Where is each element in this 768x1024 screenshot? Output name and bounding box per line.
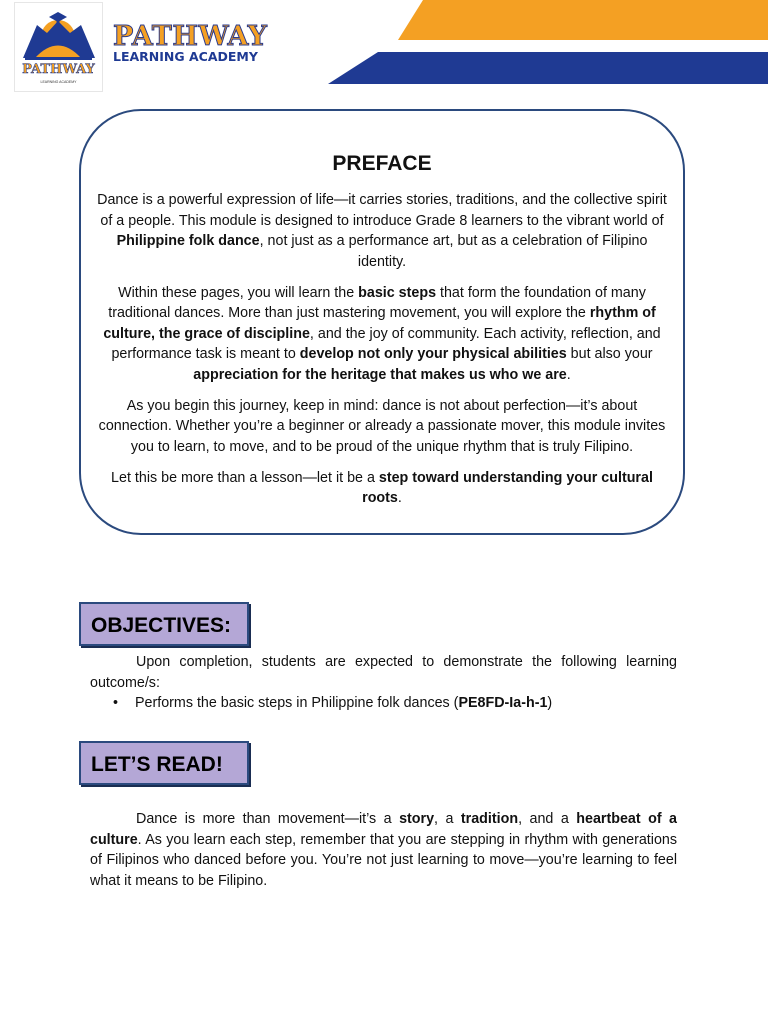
objective-item: [113, 693, 552, 714]
preface-title: PREFACE: [332, 152, 432, 175]
white-gap-shape: [358, 40, 768, 52]
logo-subtext: LEARNING ACADEMY: [40, 80, 77, 84]
brand-block: [113, 23, 267, 64]
lets-read-body: Dance is more than movement—it’s a story, a tradition, and a heartbeat of a culture. As you learn each step, remember that you are stepping in rhythm with generations of Filipinos who danced before you. You’re not just learning to move—you’re learning to feel what it means to be Filipino.: [90, 811, 678, 889]
preface-paragraph-1: Dance is a powerful expression of life—it carries stories, traditions, and the collective spirit of a people. This module is designed to introduce Grade 8 learners to the vibrant world of Philippine folk dance, not just as a performance art, but as a celebration of Filipino identity.: [97, 192, 667, 270]
bold-text: heartbeat of a culture: [90, 811, 678, 848]
bullet-marker: •: [113, 695, 119, 711]
bold-text: step toward understanding your cultural roots: [362, 469, 653, 506]
bold-text: appreciation for the heritage that makes us who we are: [193, 366, 567, 383]
preface-box: [79, 109, 685, 535]
bold-text: PE8FD-Ia-h-1: [458, 695, 548, 711]
logo-emblem-icon: [15, 3, 102, 91]
preface-paragraph-3: As you begin this journey, keep in mind: dance is not about perfection—it’s about connection. Whether you’re a beginner or already a passionate mover, this module invites you to learn, to move, and to be proud of the unique rhythm that is truly Filipino.: [98, 397, 666, 455]
bold-text: rhythm of culture, the grace of discipline: [103, 305, 656, 342]
preface-paragraph-2: Within these pages, you will learn the basic steps that form the foundation of many traditional dances. More than just mastering movement, you will explore the rhythm of culture, the grace of discipline, and the joy of community. Each activity, reflection, and performance task is meant to develop not only your physical abilities but also your appreciation for the heritage that makes us who we are.: [103, 284, 661, 383]
brand-name: PATHWAY: [113, 21, 268, 52]
header-decoration: [328, 0, 768, 90]
brand-subtitle: LEARNING ACADEMY: [113, 49, 258, 64]
school-logo: [14, 2, 103, 92]
bold-text: basic steps: [358, 284, 437, 301]
bold-text: Philippine folk dance: [116, 233, 260, 249]
lets-read-heading: LET’S READ!: [79, 741, 249, 785]
bold-text: tradition: [460, 811, 519, 827]
bold-text: story: [399, 811, 435, 827]
objectives-intro: Upon completion, students are expected to demonstrate the following learning outcome/s:: [90, 654, 677, 691]
navy-banner-shape: [328, 52, 768, 84]
objectives-heading: OBJECTIVES:: [79, 602, 249, 646]
preface-paragraph-4: Let this be more than a lesson—let it be a step toward understanding your cultural roots.: [111, 469, 653, 506]
logo-text: PATHWAY: [22, 62, 95, 77]
objective-item-text: Performs the basic steps in Philippine folk dances (PE8FD-Ia-h-1): [135, 695, 553, 711]
bold-text: develop not only your physical abilities: [299, 346, 567, 362]
orange-banner-shape: [398, 0, 768, 40]
